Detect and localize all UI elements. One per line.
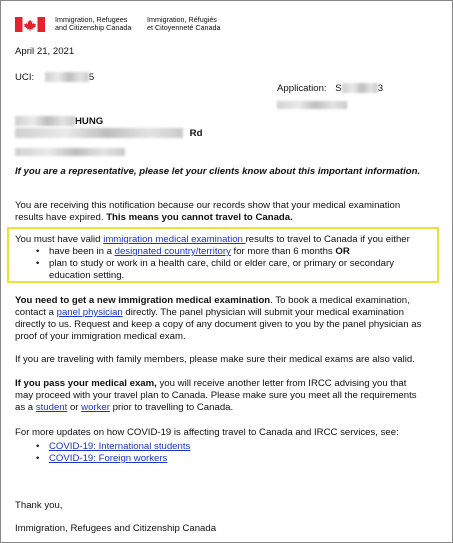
application-label: Application: xyxy=(277,83,327,94)
requirement-intro-text: You must have valid xyxy=(15,234,104,245)
uci-label: UCI: xyxy=(15,72,35,83)
expiry-paragraph-line2 xyxy=(15,212,400,224)
covid-links-list xyxy=(49,441,190,465)
as-a-text: as a xyxy=(15,402,36,413)
requirement-bullet-care-setting xyxy=(49,258,394,282)
recipient-address-line xyxy=(15,128,202,140)
or-label: OR xyxy=(335,246,350,257)
department-name-fr xyxy=(147,16,221,33)
new-exam-line1 xyxy=(15,295,421,307)
expiry-paragraph xyxy=(15,200,400,224)
new-exam-line2 xyxy=(15,307,421,319)
recipient-name-line xyxy=(15,116,103,128)
department-name-en-line2: and Citizenship Canada xyxy=(55,23,132,33)
representative-notice: If you are a representative, please let your clients know about this important information. xyxy=(15,166,421,177)
application-prefix: S xyxy=(335,83,342,94)
redacted-application-extra xyxy=(277,101,347,109)
redacted-first-name xyxy=(15,116,75,126)
department-name-fr-line1: Immigration, Réfugiés xyxy=(147,15,217,24)
requirement-list xyxy=(49,246,394,282)
requirement-bullet-designated-country xyxy=(49,246,394,258)
recipient-name: HUNG xyxy=(75,116,104,127)
expiry-paragraph-line1: You are receiving this notification because our records show that your medical examination xyxy=(15,200,401,211)
letter-date: April 21, 2021 xyxy=(15,46,75,57)
expiry-text: results have expired. xyxy=(15,212,107,223)
pass-exam-paragraph xyxy=(15,378,417,414)
new-exam-line4: proof of your immigration medical exam. xyxy=(15,331,186,342)
new-exam-heading: You need to get a new immigration medical examination xyxy=(15,295,271,306)
closing: Thank you, xyxy=(15,500,63,511)
designated-country-link[interactable]: designated country/territory xyxy=(114,246,231,257)
signature: Immigration, Refugees and Citizenship Canada xyxy=(15,523,217,534)
pass-exam-heading: If you pass your medical exam, xyxy=(15,378,157,389)
pass-exam-line3 xyxy=(15,402,417,414)
redacted-street-address xyxy=(15,128,183,138)
recipient-street-suffix: Rd xyxy=(189,128,203,139)
department-name-en xyxy=(55,16,131,33)
canada-flag-icon xyxy=(15,17,45,32)
panel-physician-link[interactable]: panel physician xyxy=(56,307,123,318)
pass-exam-line1 xyxy=(15,378,417,390)
pass-exam-text: you will receive another letter from IRCC advising you that xyxy=(156,378,407,389)
requirement-intro-text-end: results to travel to Canada if you either xyxy=(245,234,410,245)
new-exam-text: . To book a medical examination, xyxy=(270,295,410,306)
department-name-en-line1: Immigration, Refugees xyxy=(55,15,128,24)
covid-updates-paragraph: For more updates on how COVID-19 is affecting travel to Canada and IRCC services, see: xyxy=(15,427,399,438)
redacted-application-number xyxy=(342,83,378,93)
pass-exam-line2: may proceed with your travel plan to Canada. Please make sure you meet all the requirements xyxy=(15,390,417,401)
bullet2-line2: education setting. xyxy=(49,270,125,281)
new-exam-paragraph xyxy=(15,295,421,343)
family-members-paragraph: If you are traveling with family members, please make sure their medical exams are also valid. xyxy=(15,354,415,365)
immigration-medical-exam-link[interactable]: immigration medical examination xyxy=(103,234,246,245)
new-exam-line3: directly to us. Request and keep a copy of any document given to you by the panel physician as xyxy=(15,319,422,330)
cannot-travel-warning: This means you cannot travel to Canada. xyxy=(106,212,293,223)
covid-foreign-workers-link[interactable]: COVID-19: Foreign workers xyxy=(49,453,168,464)
redacted-city xyxy=(15,148,125,156)
covid-international-students-link[interactable]: COVID-19: International students xyxy=(49,441,191,452)
student-link[interactable]: student xyxy=(35,402,68,413)
covid-link-item xyxy=(49,453,190,465)
bullet1-text-end: for more than 6 months xyxy=(230,246,336,257)
prior-travel-text: prior to travelling to Canada. xyxy=(109,402,234,413)
physician-submit-text: directly. The panel physician will submit your medical examination xyxy=(122,307,404,318)
bullet2-line1: plan to study or work in a health care, child or elder care, or primary or secondary xyxy=(49,258,395,269)
uci-line xyxy=(15,72,94,84)
or-text: or xyxy=(67,402,82,413)
application-tail: 3 xyxy=(377,83,384,94)
covid-link-item xyxy=(49,441,190,453)
redacted-uci xyxy=(45,72,89,82)
requirement-intro xyxy=(15,234,410,246)
worker-link[interactable]: worker xyxy=(81,402,110,413)
redacted-application-line2 xyxy=(277,96,347,114)
uci-tail: 5 xyxy=(88,72,95,83)
contact-text: contact a xyxy=(15,307,57,318)
redacted-city-line xyxy=(15,143,125,161)
department-name-fr-line2: et Citoyenneté Canada xyxy=(147,23,221,33)
application-line xyxy=(277,83,383,95)
bullet1-text: have been in a xyxy=(49,246,115,257)
